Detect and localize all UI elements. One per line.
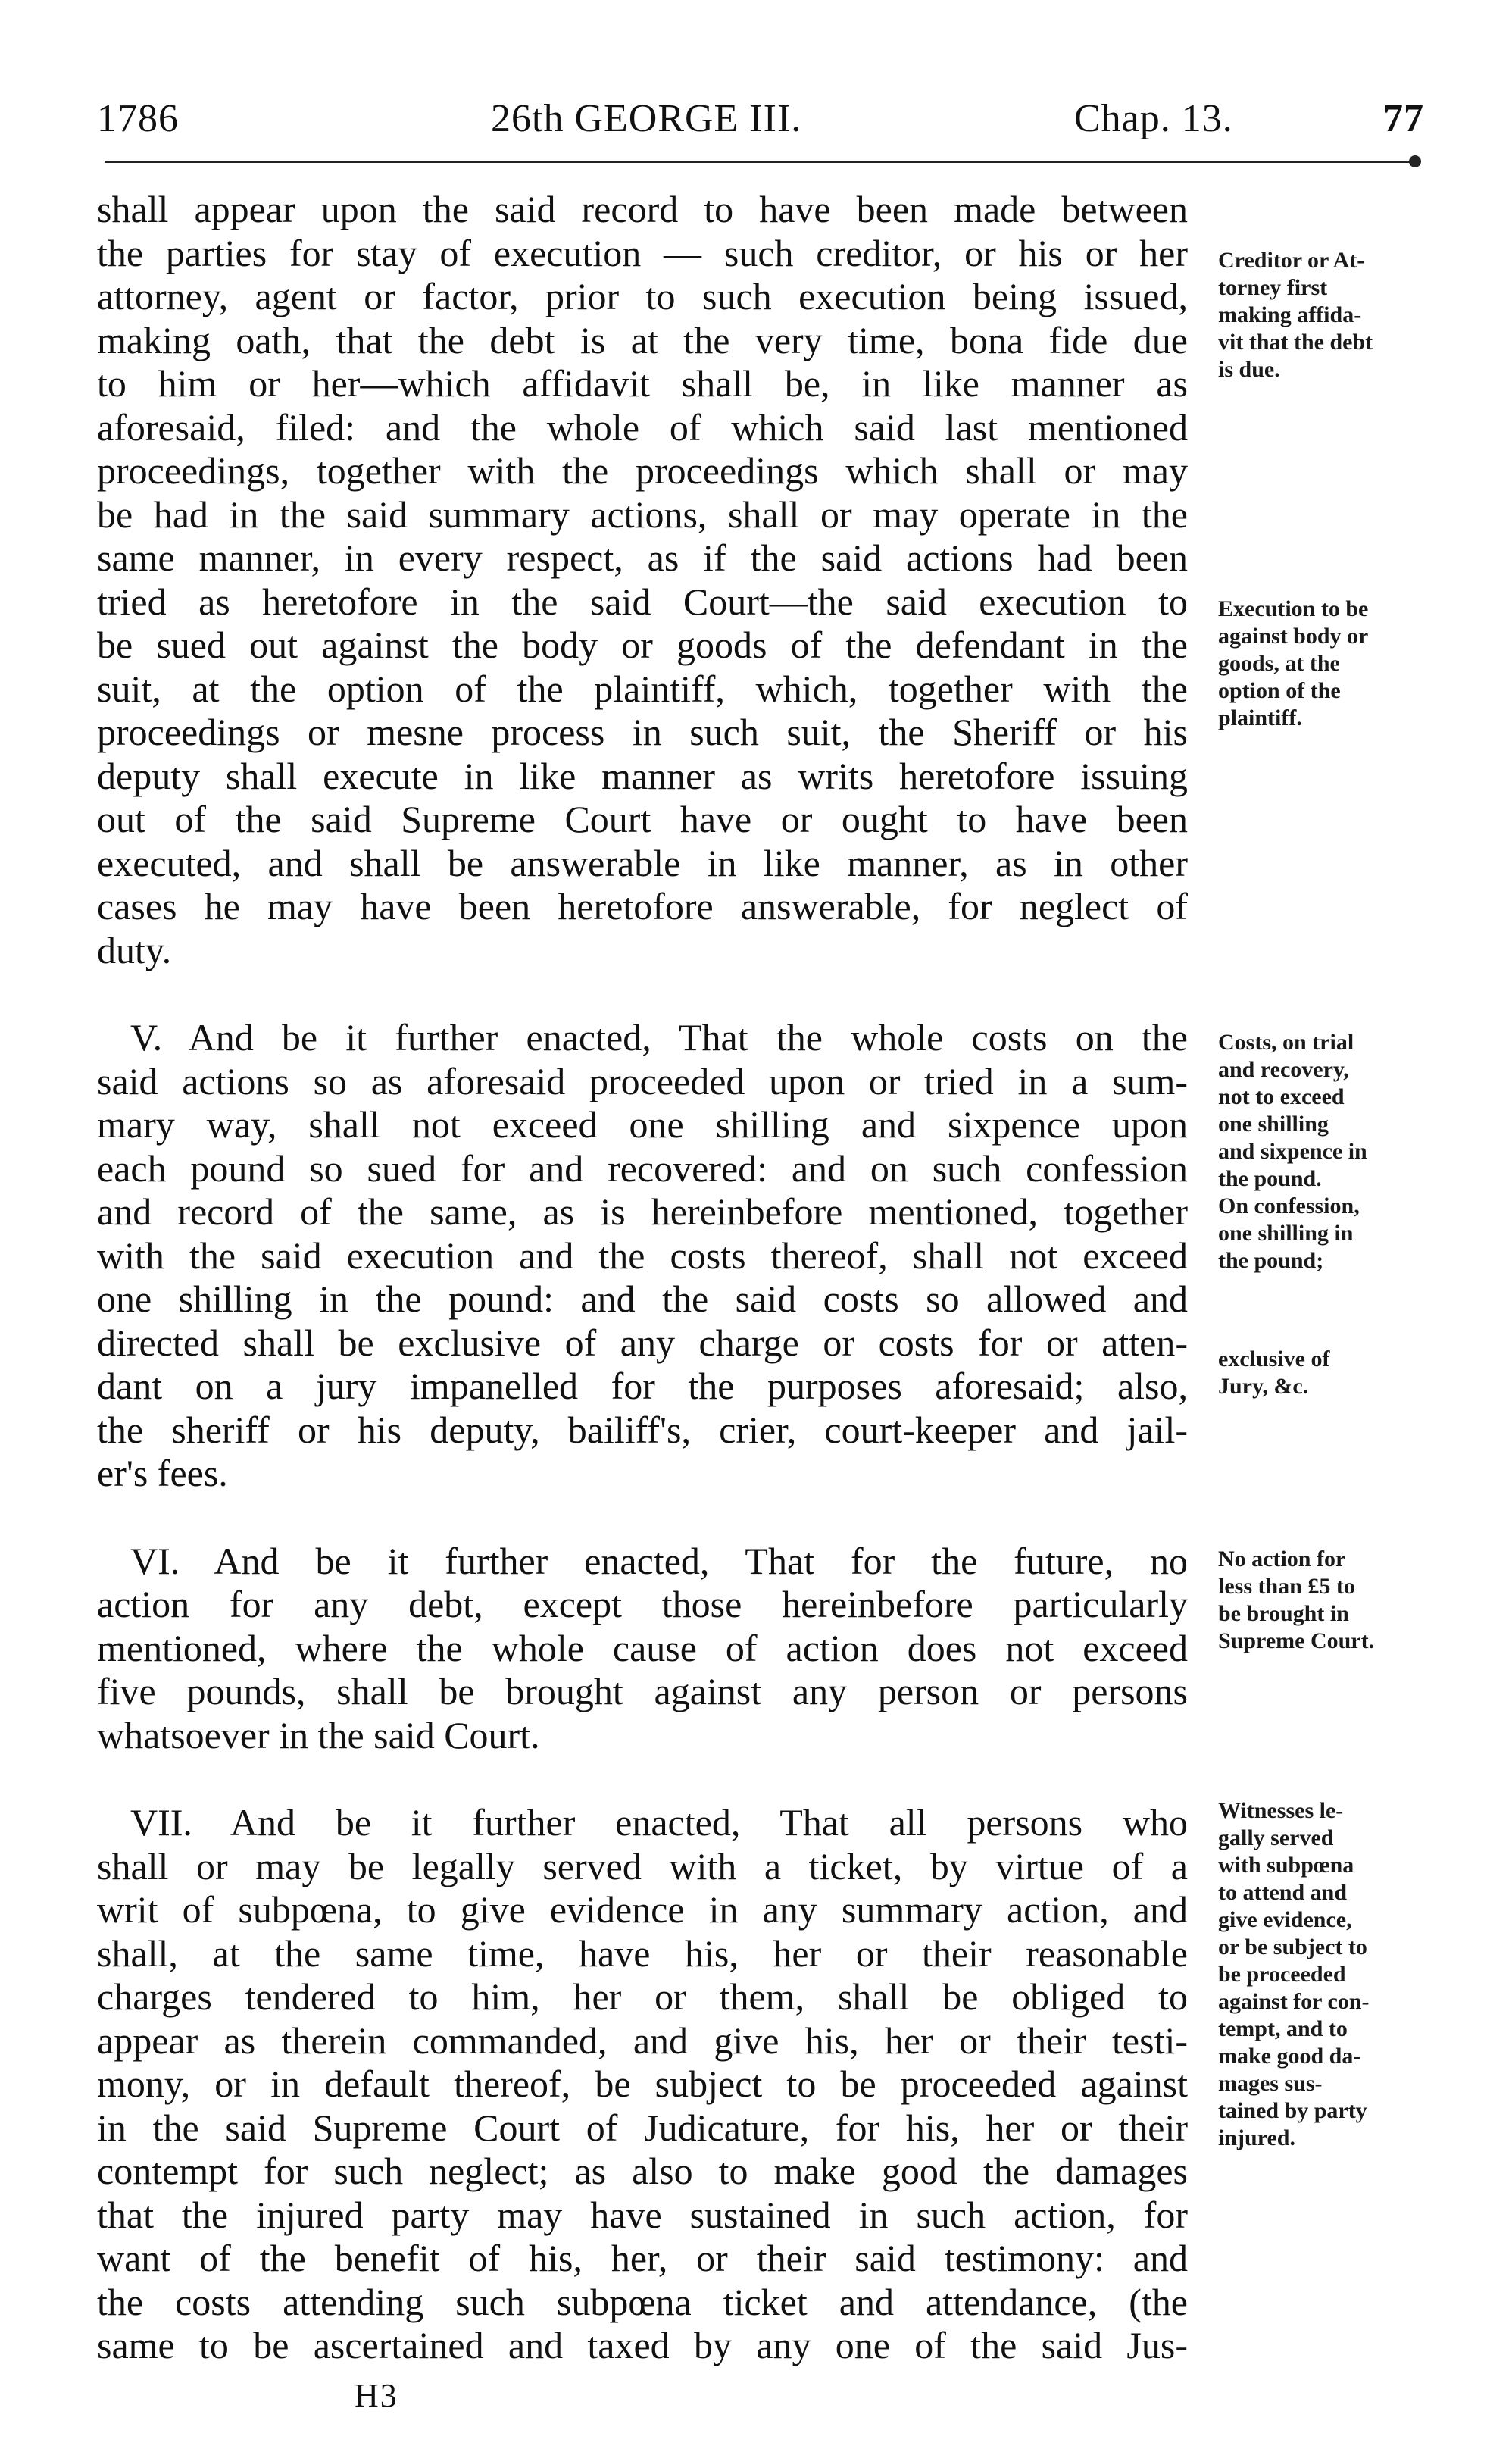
section-vi	[97, 1540, 1188, 1758]
text-line: to him or her—which affidavit shall be, in like manner as	[97, 362, 1188, 405]
text-line: said actions so as aforesaid proceeded upon or tried in a sum-	[97, 1059, 1188, 1102]
margin-note-line: injured.	[1218, 2125, 1295, 2150]
margin-note-line: mages sus-	[1218, 2071, 1323, 2096]
margin-note-no-action	[1218, 1546, 1445, 1655]
text-line: cases he may have been heretofore answerable, for neglect of	[97, 885, 1188, 927]
margin-note-line: less than £5 to	[1218, 1574, 1355, 1599]
text-line: making oath, that the debt is at the very time, bona fide due	[97, 318, 1188, 361]
margin-note-line: is due.	[1218, 357, 1280, 382]
text-line: action for any debt, except those hereinbefore particularly	[97, 1583, 1188, 1625]
margin-note-line: Execution to be	[1218, 596, 1369, 621]
margin-note-line: or be subject to	[1218, 1934, 1367, 1959]
text-line: charges tendered to him, her or them, shall be obliged to	[97, 1975, 1188, 2018]
margin-note-line: give evidence,	[1218, 1907, 1352, 1932]
margin-note-line: On confession,	[1218, 1193, 1360, 1218]
text-line: be sued out against the body or goods of the defendant in the	[97, 624, 1188, 666]
margin-note-line: be proceeded	[1218, 1962, 1346, 1987]
margin-note-line: Jury, &c.	[1218, 1374, 1309, 1399]
text-line: proceedings, together with the proceedings which shall or may	[97, 449, 1188, 492]
margin-note-line: and sixpence in	[1218, 1139, 1367, 1164]
margin-note-line: Supreme Court.	[1218, 1628, 1375, 1653]
text-line: writ of subpœna, to give evidence in any summary action, and	[97, 1888, 1188, 1931]
header-page-number: 77	[1383, 97, 1424, 140]
text-line: the costs attending such subpœna ticket and attendance, (the	[97, 2280, 1188, 2323]
text-line: attorney, agent or factor, prior to such execution being issued,	[97, 275, 1188, 317]
text-line: shall, at the same time, have his, her or their reasonable	[97, 1931, 1188, 1975]
margin-note-line: the pound;	[1218, 1248, 1324, 1273]
margin-note-line: and recovery,	[1218, 1057, 1349, 1082]
header-year: 1786	[97, 97, 179, 140]
header-chapter: Chap. 13.	[1074, 97, 1233, 140]
text-line: same manner, in every respect, as if the said actions had been	[97, 536, 1188, 579]
margin-note-execution	[1218, 596, 1445, 732]
running-head	[97, 92, 1424, 145]
header-rule	[105, 161, 1418, 163]
text-line: five pounds, shall be brought against any person or persons	[97, 1670, 1188, 1712]
margin-note-line: with subpœna	[1218, 1853, 1354, 1878]
text-line: mentioned, where the whole cause of action does not exceed	[97, 1626, 1188, 1669]
text-line: directed shall be exclusive of any charge or costs for or atten-	[97, 1321, 1188, 1364]
text-line: be had in the said summary actions, shall or may operate in the	[97, 493, 1188, 536]
margin-note-line: goods, at the	[1218, 651, 1340, 676]
text-line: mary way, shall not exceed one shilling and sixpence upon	[97, 1103, 1188, 1146]
margin-note-line: Witnesses le-	[1218, 1798, 1344, 1823]
text-line: shall appear upon the said record to have been made between	[97, 188, 1188, 230]
margin-note-exclusive	[1218, 1346, 1445, 1400]
margin-note-line: to attend and	[1218, 1880, 1348, 1905]
text-line: each pound so sued for and recovered: and on such confession	[97, 1146, 1188, 1190]
signature-mark: H3	[355, 2377, 398, 2414]
text-line: want of the benefit of his, her, or their said testimony: and	[97, 2237, 1188, 2279]
text-line: contempt for such neglect; as also to make good the damages	[97, 2150, 1188, 2192]
margin-note-costs	[1218, 1029, 1445, 1274]
text-line: er's fees.	[97, 1452, 228, 1494]
margin-note-line: gally served	[1218, 1825, 1334, 1850]
margin-note-creditor-affidavit	[1218, 247, 1445, 383]
margin-note-line: plaintiff.	[1218, 705, 1302, 730]
text-line: the sheriff or his deputy, bailiff's, crier, court-keeper and jail-	[97, 1408, 1188, 1451]
margin-note-line: vit that the debt	[1218, 330, 1373, 355]
header-reign: 26th GEORGE III.	[491, 97, 802, 140]
text-line: deputy shall execute in like manner as writs heretofore issuing	[97, 754, 1188, 797]
margin-note-line: making affida-	[1218, 302, 1362, 327]
margin-note-line: against for con-	[1218, 1989, 1370, 2014]
text-line: whatsoever in the said Court.	[97, 1713, 540, 1756]
text-line: with the said execution and the costs thereof, shall not exceed	[97, 1234, 1188, 1277]
margin-note-line: make good da-	[1218, 2044, 1361, 2069]
section-continuation	[97, 188, 1188, 972]
margin-note-line: one shilling	[1218, 1112, 1329, 1137]
section-v	[97, 1016, 1188, 1496]
text-line: VI. And be it further enacted, That for the future, no	[130, 1539, 1188, 1582]
text-line: tried as heretofore in the said Court—the said execution to	[97, 580, 1188, 623]
margin-note-line: be brought in	[1218, 1601, 1349, 1626]
margin-note-line: one shilling in	[1218, 1221, 1354, 1246]
margin-note-witnesses	[1218, 1797, 1445, 2152]
margin-note-line: tained by party	[1218, 2098, 1367, 2123]
text-line: out of the said Supreme Court have or ought to have been	[97, 798, 1188, 840]
margin-note-line: torney first	[1218, 275, 1328, 300]
margin-note-line: Creditor or At-	[1218, 248, 1365, 273]
text-line: mony, or in default thereof, be subject to be proceeded against	[97, 2063, 1188, 2105]
text-line: aforesaid, filed: and the whole of which said last mentioned	[97, 405, 1188, 449]
margin-note-line: exclusive of	[1218, 1346, 1330, 1371]
text-line: and record of the same, as is hereinbefore mentioned, together	[97, 1190, 1188, 1233]
text-line: suit, at the option of the plaintiff, which, together with the	[97, 667, 1188, 710]
section-vii	[97, 1801, 1188, 2368]
main-text	[97, 188, 1188, 2368]
margin-note-line: not to exceed	[1218, 1084, 1345, 1109]
text-line: same to be ascertained and taxed by any one of the said Jus-	[97, 2324, 1188, 2366]
header-rule-ornament	[1409, 155, 1421, 167]
text-line: V. And be it further enacted, That the whole costs on the	[130, 1016, 1188, 1059]
text-line: appear as therein commanded, and give his, her or their testi-	[97, 2019, 1188, 2062]
margin-note-line: tempt, and to	[1218, 2016, 1348, 2041]
text-line: in the said Supreme Court of Judicature, for his, her or their	[97, 2106, 1188, 2149]
margin-note-line: No action for	[1218, 1547, 1346, 1572]
text-line: one shilling in the pound: and the said costs so allowed and	[97, 1278, 1188, 1320]
text-line: that the injured party may have sustained in such action, for	[97, 2193, 1188, 2236]
margin-note-line: Costs, on trial	[1218, 1030, 1354, 1055]
text-line: shall or may be legally served with a ticket, by virtue of a	[97, 1844, 1188, 1887]
text-line: dant on a jury impanelled for the purposes aforesaid; also,	[97, 1365, 1188, 1407]
margin-note-line: the pound.	[1218, 1166, 1322, 1191]
text-line: executed, and shall be answerable in like manner, as in other	[97, 841, 1188, 884]
text-line: duty.	[97, 928, 172, 971]
text-line: the parties for stay of execution — such creditor, or his or her	[97, 231, 1188, 274]
text-line: VII. And be it further enacted, That all persons who	[130, 1801, 1188, 1844]
text-line: proceedings or mesne process in such suit, the Sheriff or his	[97, 711, 1188, 753]
margin-note-line: option of the	[1218, 678, 1341, 703]
margin-note-line: against body or	[1218, 624, 1369, 649]
